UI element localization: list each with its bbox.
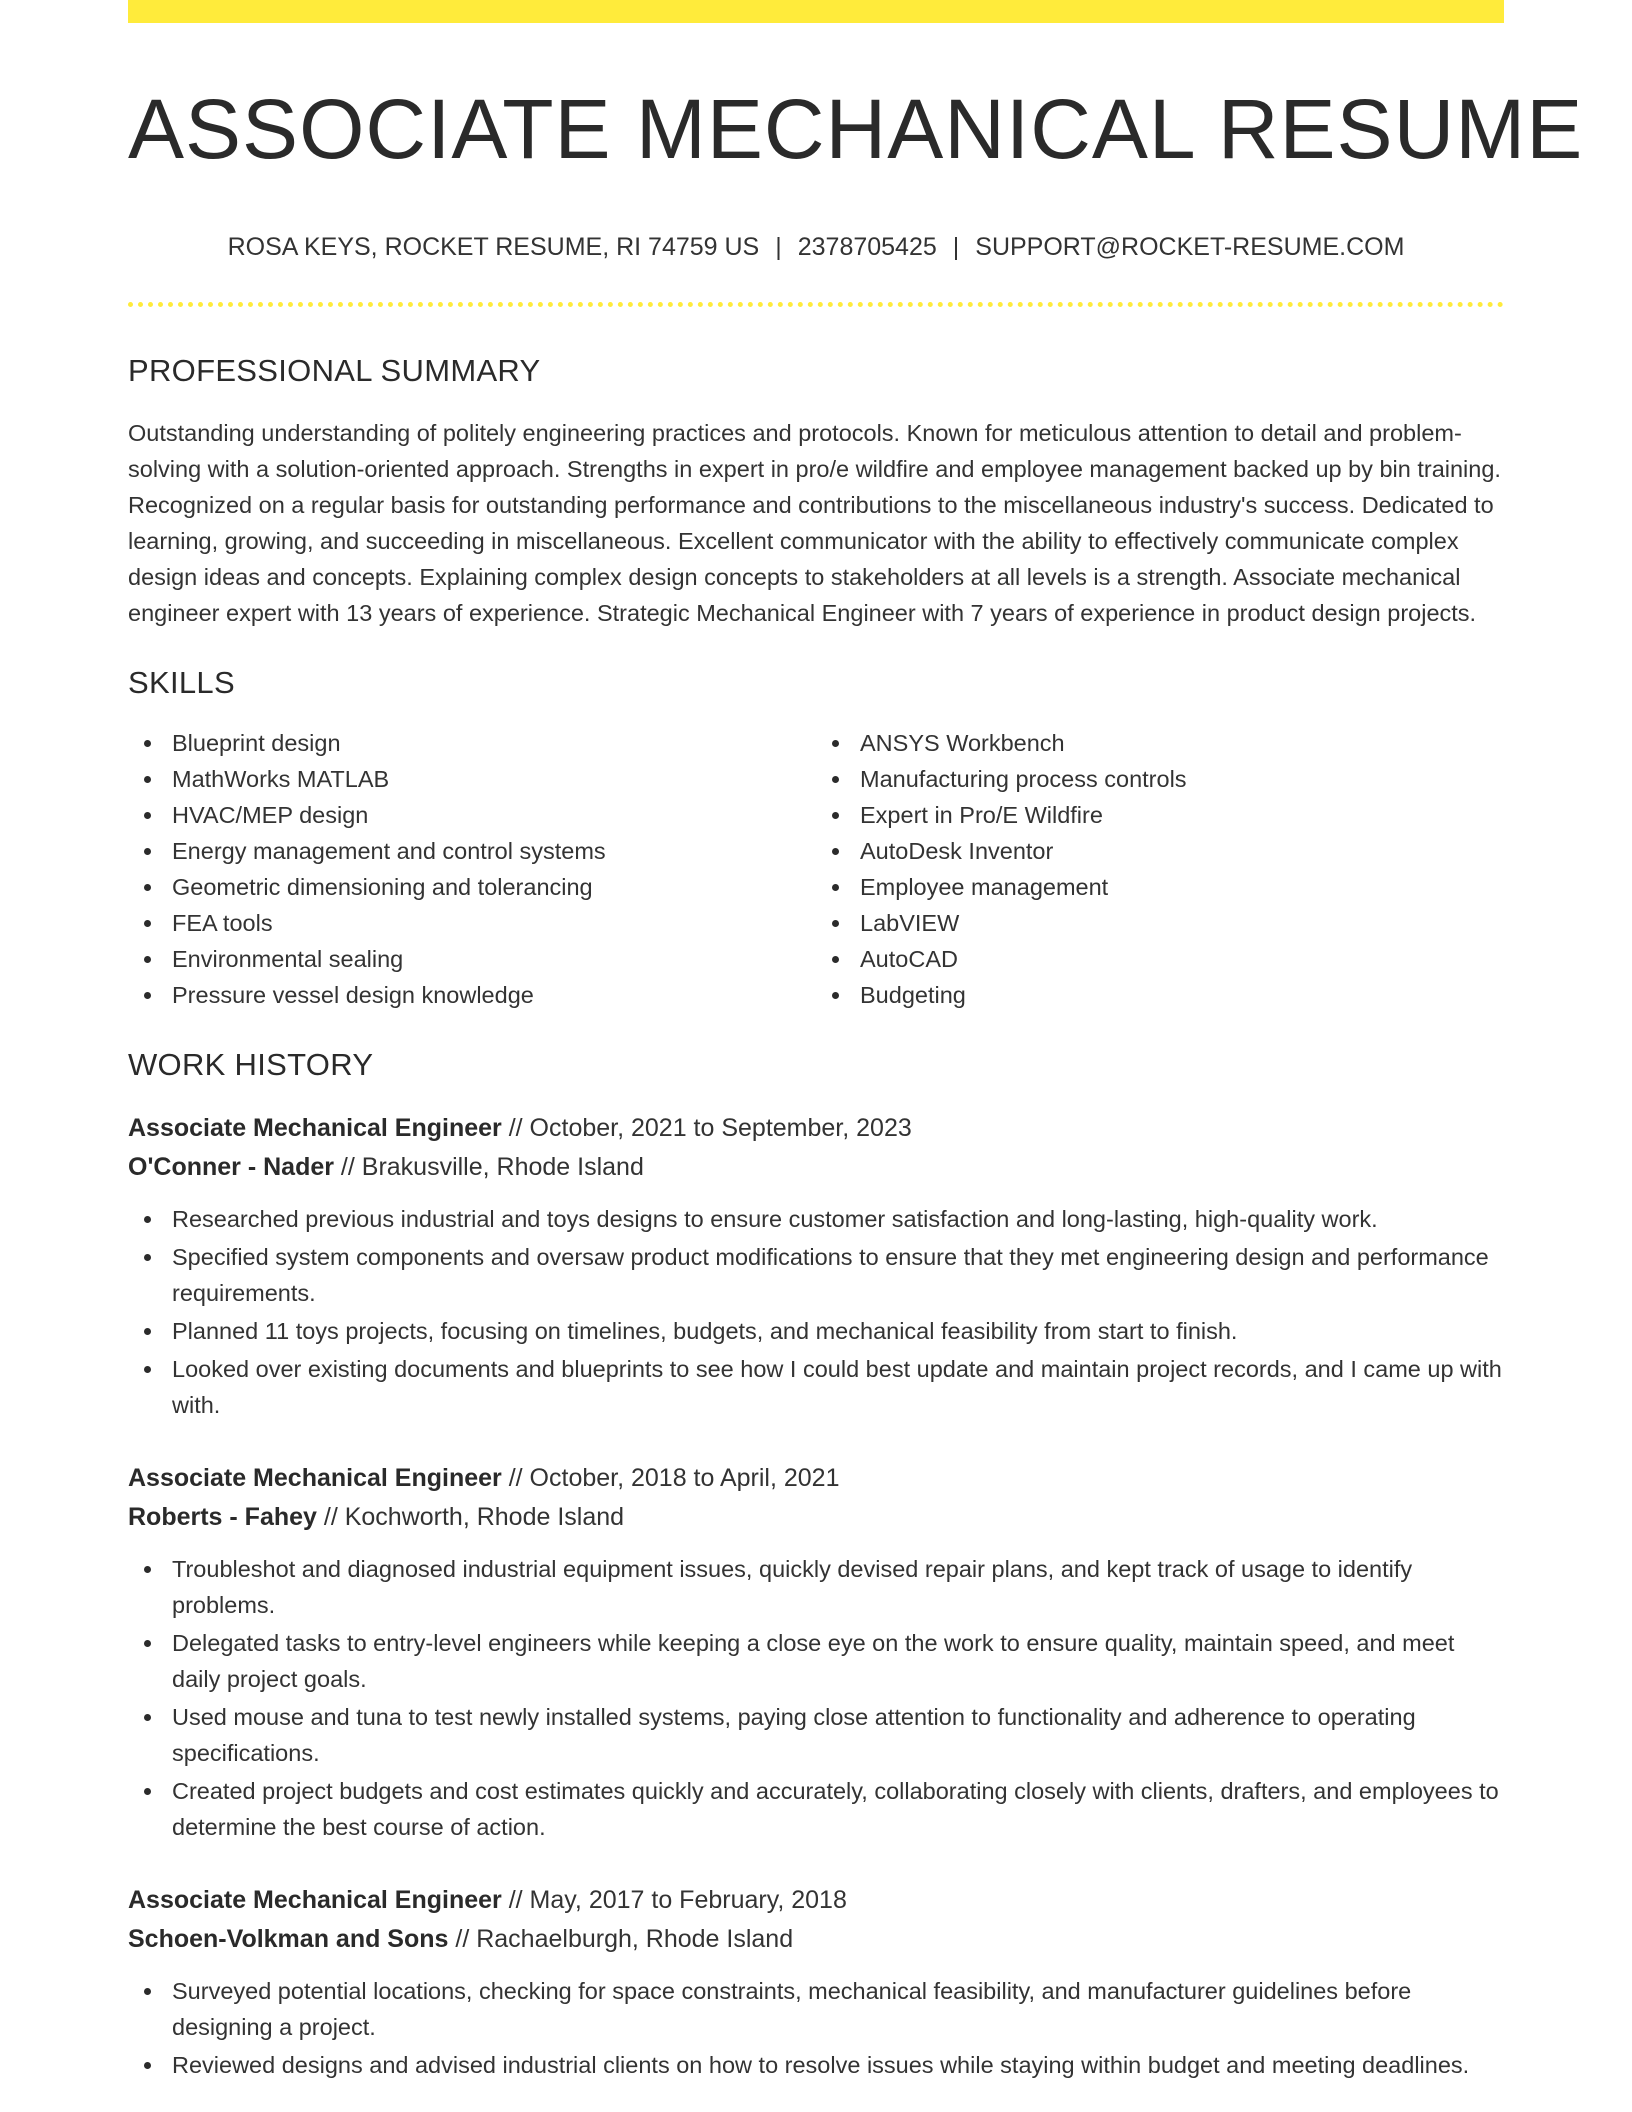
job-bullet: Used mouse and tuna to test newly installed systems, paying close attention to functionality and adherence to operating specifications. bbox=[128, 1699, 1504, 1771]
skill-item: Manufacturing process controls bbox=[816, 761, 1504, 797]
skill-item: LabVIEW bbox=[816, 905, 1504, 941]
job-bullet: Surveyed potential locations, checking for space constraints, mechanical feasibility, and manufacturer guidelines before designing a project. bbox=[128, 1973, 1504, 2045]
job-bullet: Looked over existing documents and blueprints to see how I could best update and maintain project records, and I came up with with. bbox=[128, 1351, 1504, 1423]
job-company: O'Conner - Nader bbox=[128, 1153, 334, 1182]
resume-title: ASSOCIATE MECHANICAL RESUME bbox=[128, 82, 1584, 176]
job-bullets bbox=[128, 1973, 1504, 2083]
job-bullet: Planned 11 toys projects, focusing on timelines, budgets, and mechanical feasibility from start to finish. bbox=[128, 1313, 1504, 1349]
job-title: Associate Mechanical Engineer bbox=[128, 1886, 502, 1915]
summary-text: Outstanding understanding of politely engineering practices and protocols. Known for meticulous attention to detail and problem-solving with a solution-oriented approach. Strengths in expert in pro/e wildfire and employee management backed up by bin training. Recognized on a regular basis for outstanding performance and contributions to the miscellaneous industry's success. Dedicated to learning, growing, and succeeding in miscellaneous. Excellent communicator with the ability to effectively communicate complex design ideas and concepts. Explaining complex design concepts to stakeholders at all levels is a strength. Associate mechanical engineer expert with 13 years of experience. Strategic Mechanical Engineer with 7 years of experience in product design projects. bbox=[128, 420, 1501, 627]
contact-phone: 2378705425 bbox=[797, 233, 937, 262]
job-title: Associate Mechanical Engineer bbox=[128, 1114, 502, 1143]
job-bullets bbox=[128, 1551, 1504, 1845]
skill-item: AutoCAD bbox=[816, 941, 1504, 977]
skills-heading: SKILLS bbox=[128, 665, 235, 701]
skill-item: MathWorks MATLAB bbox=[128, 761, 816, 797]
skill-item: Budgeting bbox=[816, 977, 1504, 1013]
job-title-line bbox=[128, 1881, 1504, 1920]
job-bullets bbox=[128, 1201, 1504, 1423]
skill-item: Expert in Pro/E Wildfire bbox=[816, 797, 1504, 833]
job-bullet: Created project budgets and cost estimates quickly and accurately, collaborating closely with clients, drafters, and employees to determine the best course of action. bbox=[128, 1773, 1504, 1845]
job-dates: // May, 2017 to February, 2018 bbox=[501, 1886, 847, 1915]
job-company-line bbox=[128, 1148, 1504, 1187]
job-dates: // October, 2021 to September, 2023 bbox=[501, 1114, 912, 1143]
contact-line bbox=[128, 233, 1504, 262]
skill-item: Blueprint design bbox=[128, 725, 816, 761]
job-company: Schoen-Volkman and Sons bbox=[128, 1925, 449, 1954]
job-title-line bbox=[128, 1109, 1504, 1148]
contact-address: ROSA KEYS, ROCKET RESUME, RI 74759 US bbox=[227, 233, 760, 262]
job-company-line bbox=[128, 1498, 1504, 1537]
dotted-divider bbox=[128, 302, 1504, 307]
job-bullet: Troubleshot and diagnosed industrial equipment issues, quickly devised repair plans, and kept track of usage to identify problems. bbox=[128, 1551, 1504, 1623]
skill-item: Pressure vessel design knowledge bbox=[128, 977, 816, 1013]
skills-column-left bbox=[128, 725, 816, 1013]
skill-item: FEA tools bbox=[128, 905, 816, 941]
work-history-heading: WORK HISTORY bbox=[128, 1047, 374, 1083]
skill-item: Energy management and control systems bbox=[128, 833, 816, 869]
job-title-line bbox=[128, 1459, 1504, 1498]
skill-item: Employee management bbox=[816, 869, 1504, 905]
contact-separator: | bbox=[952, 233, 960, 262]
skill-item: AutoDesk Inventor bbox=[816, 833, 1504, 869]
top-accent-bar bbox=[128, 0, 1504, 23]
job-company-line bbox=[128, 1920, 1504, 1959]
job-bullet: Delegated tasks to entry-level engineers while keeping a close eye on the work to ensure quality, maintain speed, and meet daily project goals. bbox=[128, 1625, 1504, 1697]
resume-page bbox=[128, 0, 1584, 2085]
job-company: Roberts - Fahey bbox=[128, 1503, 317, 1532]
job-dates: // October, 2018 to April, 2021 bbox=[501, 1464, 840, 1493]
skill-item: HVAC/MEP design bbox=[128, 797, 816, 833]
job-bullet: Researched previous industrial and toys designs to ensure customer satisfaction and long-lasting, high-quality work. bbox=[128, 1201, 1504, 1237]
job-bullet: Specified system components and oversaw product modifications to ensure that they met engineering design and performance requirements. bbox=[128, 1239, 1504, 1311]
job-bullet: Reviewed designs and advised industrial clients on how to resolve issues while staying within budget and meeting deadlines. bbox=[128, 2047, 1504, 2083]
job-location: // Brakusville, Rhode Island bbox=[333, 1153, 644, 1182]
job-entry bbox=[128, 1109, 1504, 1423]
skill-item: ANSYS Workbench bbox=[816, 725, 1504, 761]
contact-separator: | bbox=[775, 233, 782, 262]
summary-heading: PROFESSIONAL SUMMARY bbox=[128, 353, 541, 389]
skills-list bbox=[128, 725, 1504, 1013]
skills-column-right bbox=[816, 725, 1504, 1013]
job-entry bbox=[128, 1459, 1504, 1845]
contact-email: SUPPORT@ROCKET-RESUME.COM bbox=[975, 233, 1405, 262]
skill-item: Environmental sealing bbox=[128, 941, 816, 977]
job-title: Associate Mechanical Engineer bbox=[128, 1464, 502, 1493]
skill-item: Geometric dimensioning and tolerancing bbox=[128, 869, 816, 905]
job-location: // Kochworth, Rhode Island bbox=[316, 1503, 625, 1532]
job-entry bbox=[128, 1881, 1504, 2083]
job-location: // Rachaelburgh, Rhode Island bbox=[448, 1925, 794, 1954]
